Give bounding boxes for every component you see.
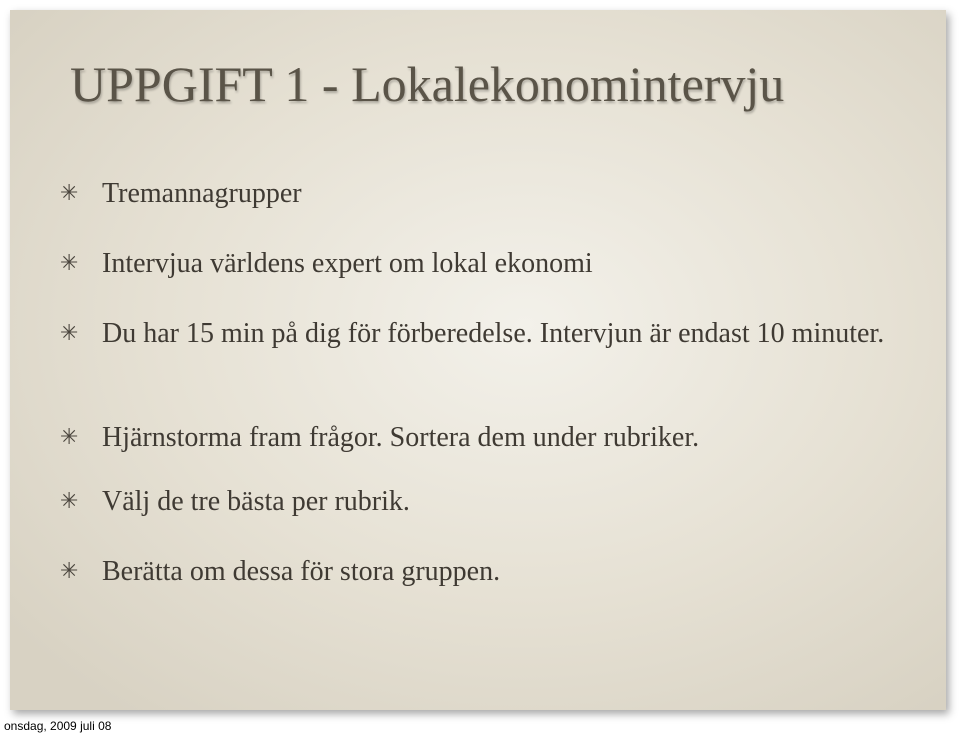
asterisk-bullet-icon: ✳ (60, 251, 79, 276)
bullet-text: Intervjua världens expert om lokal ekonomi (102, 248, 593, 279)
bullet-text: Hjärnstorma fram frågor. Sortera dem under rubriker. (102, 422, 700, 453)
bullet-text: Berätta om dessa för stora gruppen. (102, 556, 501, 587)
bullet-item-groups (60, 178, 900, 210)
slide (10, 10, 946, 710)
bullet-text: Välj de tre bästa per rubrik. (102, 486, 410, 517)
bullet-item-present (60, 556, 900, 588)
asterisk-bullet-icon: ✳ (60, 559, 79, 584)
bullet-item-interview (60, 248, 900, 280)
asterisk-bullet-icon: ✳ (60, 181, 79, 206)
slide-title: UPPGIFT 1 - Lokalekonomintervju (70, 56, 785, 112)
asterisk-bullet-icon: ✳ (60, 321, 79, 346)
footer-date: onsdag, 2009 juli 08 (4, 719, 112, 733)
bullet-item-choose (60, 486, 900, 518)
bullet-item-time (60, 318, 900, 350)
bullet-item-brainstorm (60, 422, 900, 454)
bullet-text: Du har 15 min på dig för förberedelse. Intervjun är endast 10 minuter. (102, 318, 885, 349)
bullet-text: Tremannagrupper (102, 178, 302, 209)
asterisk-bullet-icon: ✳ (60, 425, 79, 450)
asterisk-bullet-icon: ✳ (60, 489, 79, 514)
